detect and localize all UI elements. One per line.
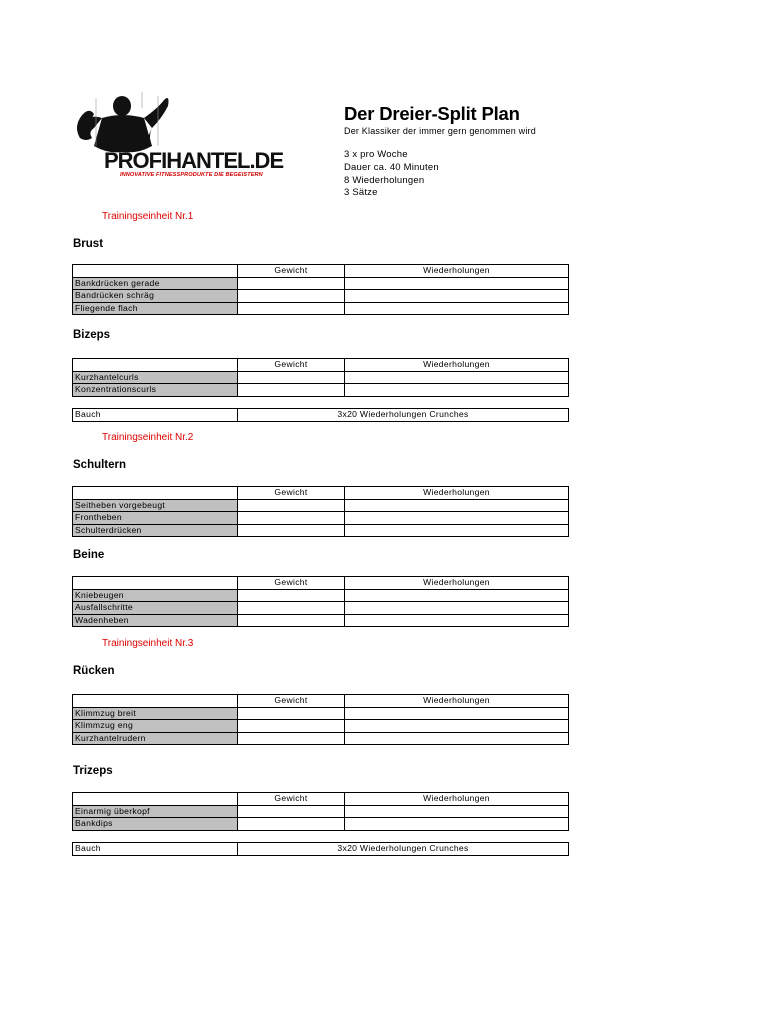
reps-cell[interactable] [345,589,569,602]
bauch-table-1 [72,408,569,422]
table-row [73,614,569,627]
table-row [73,720,569,733]
exercise-table-bizeps [72,358,569,397]
table-row [73,589,569,602]
reps-cell[interactable] [345,614,569,627]
reps-cell[interactable] [345,499,569,512]
exercise-name: Kurzhantelcurls [73,371,238,384]
exercise-name: Seitheben vorgebeugt [73,499,238,512]
table-row [73,805,569,818]
group-heading-beine: Beine [73,549,105,561]
group-heading-ruecken: Rücken [73,665,115,677]
weight-cell[interactable] [238,302,345,315]
bauch-value: 3x20 Wiederholungen Crunches [238,409,569,422]
weight-cell[interactable] [238,805,345,818]
weight-cell[interactable] [238,371,345,384]
column-header-weight: Gewicht [238,359,345,372]
column-header-reps: Wiederholungen [345,265,569,278]
exercise-table-brust [72,264,569,315]
weight-cell[interactable] [238,707,345,720]
header-cell-blank [73,793,238,806]
header-cell-blank [73,487,238,500]
bodybuilder-icon [72,88,280,198]
exercise-table-schultern [72,486,569,537]
column-header-reps: Wiederholungen [345,577,569,590]
brand-name: PROFIHANTEL.DE [104,148,284,173]
reps-cell[interactable] [345,732,569,745]
weight-cell[interactable] [238,589,345,602]
table-header-row [73,487,569,500]
unit-heading-2: Trainingseinheit Nr.2 [102,432,194,443]
table-header-row [73,793,569,806]
table-row [73,732,569,745]
column-header-reps: Wiederholungen [345,695,569,708]
table-row [73,512,569,525]
exercise-name: Bankdips [73,818,238,831]
weight-cell[interactable] [238,499,345,512]
table-row [73,524,569,537]
exercise-table-ruecken [72,694,569,745]
reps-cell[interactable] [345,805,569,818]
weight-cell[interactable] [238,290,345,303]
reps-cell[interactable] [345,720,569,733]
table-header-row [73,265,569,278]
reps-cell[interactable] [345,602,569,615]
reps-cell[interactable] [345,371,569,384]
group-heading-schultern: Schultern [73,459,127,471]
bauch-label: Bauch [73,409,238,422]
table-header-row [73,359,569,372]
bauch-label: Bauch [73,843,238,856]
weight-cell[interactable] [238,720,345,733]
reps-cell[interactable] [345,277,569,290]
header-cell-blank [73,265,238,278]
header-cell-blank [73,359,238,372]
group-heading-bizeps: Bizeps [73,329,111,341]
exercise-name: Schulterdrücken [73,524,238,537]
column-header-weight: Gewicht [238,577,345,590]
table-row [73,602,569,615]
reps-cell[interactable] [345,384,569,397]
weight-cell[interactable] [238,614,345,627]
bauch-value: 3x20 Wiederholungen Crunches [238,843,569,856]
exercise-name: Ausfallschritte [73,602,238,615]
exercise-table-trizeps [72,792,569,831]
unit-heading-1: Trainingseinheit Nr.1 [102,211,194,222]
reps-cell[interactable] [345,524,569,537]
header-cell-blank [73,577,238,590]
reps-cell[interactable] [345,302,569,315]
table-header-row [73,577,569,590]
table-row [73,707,569,720]
exercise-name: Frontheben [73,512,238,525]
table-row [73,371,569,384]
exercise-name: Kniebeugen [73,589,238,602]
table-row [73,499,569,512]
column-header-reps: Wiederholungen [345,359,569,372]
exercise-name: Bankdrücken gerade [73,277,238,290]
column-header-weight: Gewicht [238,695,345,708]
weight-cell[interactable] [238,512,345,525]
group-heading-brust: Brust [73,238,104,250]
bauch-table-2 [72,842,569,856]
exercise-name: Klimmzug eng [73,720,238,733]
exercise-name: Einarmig überkopf [73,805,238,818]
reps-cell[interactable] [345,707,569,720]
weight-cell[interactable] [238,732,345,745]
column-header-reps: Wiederholungen [345,487,569,500]
table-row [73,818,569,831]
page-subtitle: Der Klassiker der immer gern genommen wird [344,126,536,136]
info-duration: Dauer ca. 40 Minuten [344,162,439,173]
column-header-weight: Gewicht [238,793,345,806]
reps-cell[interactable] [345,290,569,303]
table-row [73,290,569,303]
table-row [73,843,569,856]
exercise-name: Klimmzug breit [73,707,238,720]
exercise-name: Konzentrationscurls [73,384,238,397]
exercise-name: Kurzhantelrudern [73,732,238,745]
info-frequency: 3 x pro Woche [344,149,408,160]
page-title: Der Dreier-Split Plan [344,103,520,124]
header-cell-blank [73,695,238,708]
reps-cell[interactable] [345,512,569,525]
table-header-row [73,695,569,708]
exercise-name: Wadenheben [73,614,238,627]
column-header-reps: Wiederholungen [345,793,569,806]
exercise-name: Fliegende flach [73,302,238,315]
exercise-name: Bandrücken schräg [73,290,238,303]
column-header-weight: Gewicht [238,487,345,500]
table-row [73,384,569,397]
table-row [73,277,569,290]
weight-cell[interactable] [238,384,345,397]
table-row [73,302,569,315]
weight-cell[interactable] [238,818,345,831]
column-header-weight: Gewicht [238,265,345,278]
weight-cell[interactable] [238,524,345,537]
info-sets: 3 Sätze [344,187,378,198]
reps-cell[interactable] [345,818,569,831]
info-reps: 8 Wiederholungen [344,175,425,186]
brand-logo [72,88,284,198]
weight-cell[interactable] [238,602,345,615]
table-row [73,409,569,422]
unit-heading-3: Trainingseinheit Nr.3 [102,638,194,649]
weight-cell[interactable] [238,277,345,290]
brand-tagline: INNOVATIVE FITNESSPRODUKTE DIE BEGEISTERN [120,172,263,178]
exercise-table-beine [72,576,569,627]
group-heading-trizeps: Trizeps [73,765,113,777]
